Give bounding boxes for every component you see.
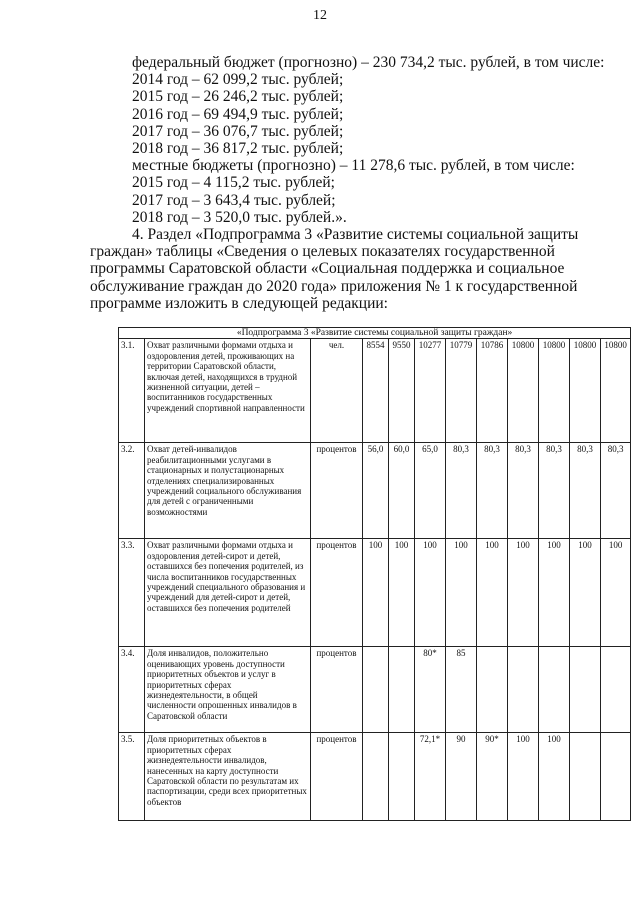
- row-value: [389, 733, 415, 821]
- row-value: 100: [539, 539, 570, 647]
- row-value: 80,3: [601, 443, 631, 539]
- row-value: [570, 733, 601, 821]
- row-value: [539, 647, 570, 733]
- row-description: Охват различными формами отдыха и оздоровления детей-сирот и детей, оставшихся без попечения родителей, из числа воспитанников государственных учреждений специального образования и учреждений для детей-сирот и детей, оставшихся без попечения родителей: [145, 539, 311, 647]
- row-unit: процентов: [311, 539, 363, 647]
- row-description: Доля приоритетных объектов в приоритетных сферах жизнедеятельности инвалидов, нанесенных на карту доступности Саратовской области по результатам их паспортизации, среди всех приоритетных объектов: [145, 733, 311, 821]
- row-value: [363, 647, 389, 733]
- row-value: 10786: [477, 339, 508, 443]
- row-value: 65,0: [415, 443, 446, 539]
- budget-line: федеральный бюджет (прогнозно) – 230 734,2 тыс. рублей, в том числе:: [132, 54, 605, 71]
- row-value: 100: [601, 539, 631, 647]
- row-value: 10800: [570, 339, 601, 443]
- row-code: 3.5.: [119, 733, 145, 821]
- row-value: 56,0: [363, 443, 389, 539]
- budget-line: 2018 год – 36 817,2 тыс. рублей;: [132, 140, 344, 158]
- row-description: Охват детей-инвалидов реабилитационными услугами в стационарных и полустационарных отделениях специализированных учреждений социального обслуживания для детей с ограниченными возможностями: [145, 443, 311, 539]
- row-value: [570, 647, 601, 733]
- budget-line: 2015 год – 26 246,2 тыс. рублей;: [132, 88, 344, 106]
- row-value: 100: [539, 733, 570, 821]
- row-value: 100: [508, 733, 539, 821]
- row-value: 100: [446, 539, 477, 647]
- row-code: 3.4.: [119, 647, 145, 733]
- document-body: [90, 54, 605, 312]
- row-value: 10800: [539, 339, 570, 443]
- budget-line: 2017 год – 3 643,4 тыс. рублей;: [132, 191, 336, 209]
- row-value: [601, 647, 631, 733]
- row-value: 100: [570, 539, 601, 647]
- row-value: 80,3: [508, 443, 539, 539]
- table-header-row: [119, 328, 631, 339]
- row-value: 85: [446, 647, 477, 733]
- table-row: [119, 339, 631, 443]
- paragraph-line: 4. Раздел «Подпрограмма 3 «Развитие системы социальной защиты: [132, 226, 579, 244]
- row-unit: процентов: [311, 647, 363, 733]
- row-description: Доля инвалидов, положительно оценивающих уровень доступности приоритетных объектов и услуг в приоритетных сферах жизнедеятельности, в общей численности опрошенных инвалидов в Саратовской области: [145, 647, 311, 733]
- budget-line: 2015 год – 4 115,2 тыс. рублей;: [132, 174, 335, 192]
- row-value: 100: [363, 539, 389, 647]
- budget-list: [90, 54, 605, 226]
- row-code: 3.3.: [119, 539, 145, 647]
- row-value: 100: [477, 539, 508, 647]
- row-value: 100: [415, 539, 446, 647]
- budget-line: 2017 год – 36 076,7 тыс. рублей;: [132, 122, 344, 140]
- row-unit: чел.: [311, 339, 363, 443]
- row-value: 80,3: [570, 443, 601, 539]
- row-value: 100: [389, 539, 415, 647]
- row-value: 9550: [389, 339, 415, 443]
- row-value: 100: [508, 539, 539, 647]
- indicators-table: [118, 327, 631, 821]
- row-code: 3.1.: [119, 339, 145, 443]
- row-value: 80,3: [477, 443, 508, 539]
- row-value: [363, 733, 389, 821]
- row-value: 80,3: [446, 443, 477, 539]
- table-row: [119, 647, 631, 733]
- row-description: Охват различными формами отдыха и оздоровления детей, проживающих на территории Саратовской области, включая детей, находящихся в трудной жизненной ситуации, детей – воспитанников государственных учреждений спортивной направленности: [145, 339, 311, 443]
- table-row: [119, 733, 631, 821]
- row-unit: процентов: [311, 443, 363, 539]
- page-number: 12: [313, 8, 327, 23]
- row-value: 10800: [601, 339, 631, 443]
- row-value: 80*: [415, 647, 446, 733]
- amendment-paragraph: [90, 226, 600, 312]
- budget-line: 2016 год – 69 494,9 тыс. рублей;: [132, 105, 344, 123]
- row-value: 10800: [508, 339, 539, 443]
- table-row: [119, 539, 631, 647]
- table-row: [119, 443, 631, 539]
- table-header: «Подпрограмма 3 «Развитие системы социальной защиты граждан»: [119, 328, 631, 339]
- row-value: 60,0: [389, 443, 415, 539]
- row-value: 8554: [363, 339, 389, 443]
- row-value: 10277: [415, 339, 446, 443]
- paragraph-line: обслуживание граждан до 2020 года» приложения № 1 к государственной: [90, 277, 578, 295]
- paragraph-line: программы Саратовской области «Социальная поддержка и социальное: [90, 260, 565, 278]
- row-value: 90: [446, 733, 477, 821]
- row-value: 90*: [477, 733, 508, 821]
- row-code: 3.2.: [119, 443, 145, 539]
- row-value: [477, 647, 508, 733]
- paragraph-line: программе изложить в следующей редакции:: [90, 294, 388, 312]
- row-value: 80,3: [539, 443, 570, 539]
- row-value: [389, 647, 415, 733]
- row-value: 10779: [446, 339, 477, 443]
- row-value: 72,1*: [415, 733, 446, 821]
- indicators-table-wrapper: [118, 327, 627, 821]
- budget-line: 2018 год – 3 520,0 тыс. рублей.».: [132, 208, 347, 226]
- row-value: [508, 647, 539, 733]
- budget-line: 2014 год – 62 099,2 тыс. рублей;: [132, 71, 344, 89]
- row-value: [601, 733, 631, 821]
- paragraph-line: граждан» таблицы «Сведения о целевых показателях государственной: [90, 243, 555, 261]
- budget-line: местные бюджеты (прогнозно) – 11 278,6 тыс. рублей, в том числе:: [132, 157, 575, 175]
- row-unit: процентов: [311, 733, 363, 821]
